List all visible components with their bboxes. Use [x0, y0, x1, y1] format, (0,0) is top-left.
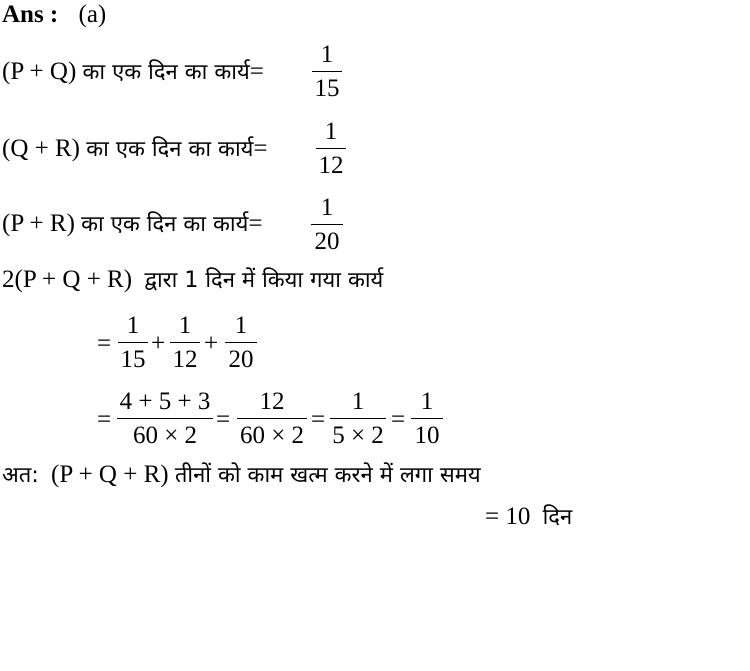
fraction-denominator: 20	[314, 228, 340, 255]
lhs-expression: (P + Q + R)	[51, 461, 169, 488]
fraction-1-12	[170, 311, 200, 375]
fraction-sum	[117, 387, 213, 451]
line-text: द्वारा 1 दिन में किया गया कार्य	[144, 268, 384, 293]
fraction-bar	[170, 342, 200, 343]
answer-value: = 10	[485, 503, 531, 530]
fraction-denominator: 12	[318, 152, 344, 179]
fraction-bar	[117, 418, 213, 419]
equals-sign: =	[311, 406, 326, 433]
fraction-denominator: 15	[314, 75, 340, 102]
equals-sign: =	[97, 406, 112, 433]
line-text: का एक दिन का कार्य	[81, 212, 249, 237]
conclusion-prefix: अत:	[2, 463, 39, 488]
conclusion-line	[2, 460, 481, 491]
fraction-1-15	[312, 40, 342, 104]
fraction-bar	[237, 418, 307, 419]
fraction-numerator: 1	[351, 388, 365, 415]
fraction-denominator: 10	[414, 422, 440, 449]
fraction-numerator: 1	[320, 41, 334, 68]
fraction-numerator: 1	[234, 312, 248, 339]
line-text: का एक दिन का कार्य	[86, 137, 254, 162]
fraction-bar	[316, 148, 346, 149]
fraction-1-20	[311, 193, 343, 257]
plus-sign: +	[204, 330, 219, 357]
work-line-pq	[2, 57, 264, 88]
fraction-bar	[311, 224, 343, 225]
fraction-numerator: 1	[178, 312, 192, 339]
line-text: तीनों को काम खत्म करने में लगा समय	[174, 463, 481, 488]
lhs-expression: (P + Q)	[2, 58, 77, 85]
plus-sign: +	[151, 330, 166, 357]
fraction-1-10-expanded	[330, 387, 386, 451]
equals-sign: =	[97, 330, 112, 357]
equals-sign: =	[391, 406, 406, 433]
fraction-bar	[118, 342, 148, 343]
work-line-qr	[2, 134, 268, 165]
answer-unit: दिन	[542, 505, 573, 530]
fraction-12-120	[237, 387, 307, 451]
fraction-denominator: 5 × 2	[332, 422, 384, 449]
equals-sign: =	[253, 135, 268, 162]
fraction-denominator: 60 × 2	[239, 422, 305, 449]
final-answer	[485, 502, 572, 533]
answer-label: Ans :	[2, 1, 59, 28]
lhs-expression: 2(P + Q + R)	[2, 266, 133, 293]
equals-sign: =	[249, 58, 264, 85]
equals-sign: =	[216, 406, 231, 433]
lhs-expression: (Q + R)	[2, 135, 80, 162]
fraction-numerator: 12	[259, 388, 285, 415]
work-line-pr	[2, 209, 262, 240]
fraction-numerator: 1	[126, 312, 140, 339]
answer-header	[2, 0, 106, 30]
fraction-bar	[330, 418, 386, 419]
lhs-expression: (P + R)	[2, 210, 75, 237]
fraction-1-12	[316, 117, 346, 181]
combined-work-line	[2, 265, 383, 296]
fraction-numerator: 1	[324, 118, 338, 145]
fraction-numerator: 1	[320, 194, 334, 221]
fraction-1-20	[225, 311, 257, 375]
fraction-1-15	[118, 311, 148, 375]
equals-sign: =	[248, 210, 263, 237]
fraction-denominator: 60 × 2	[132, 422, 198, 449]
fraction-bar	[411, 418, 443, 419]
fraction-denominator: 15	[120, 346, 146, 373]
fraction-denominator: 12	[172, 346, 198, 373]
fraction-bar	[225, 342, 257, 343]
line-text: का एक दिन का कार्य	[82, 60, 250, 85]
answer-option: (a)	[78, 1, 107, 28]
fraction-denominator: 20	[228, 346, 254, 373]
fraction-bar	[312, 71, 342, 72]
fraction-numerator: 1	[420, 388, 434, 415]
fraction-1-10	[411, 387, 443, 451]
fraction-numerator: 4 + 5 + 3	[119, 388, 211, 415]
